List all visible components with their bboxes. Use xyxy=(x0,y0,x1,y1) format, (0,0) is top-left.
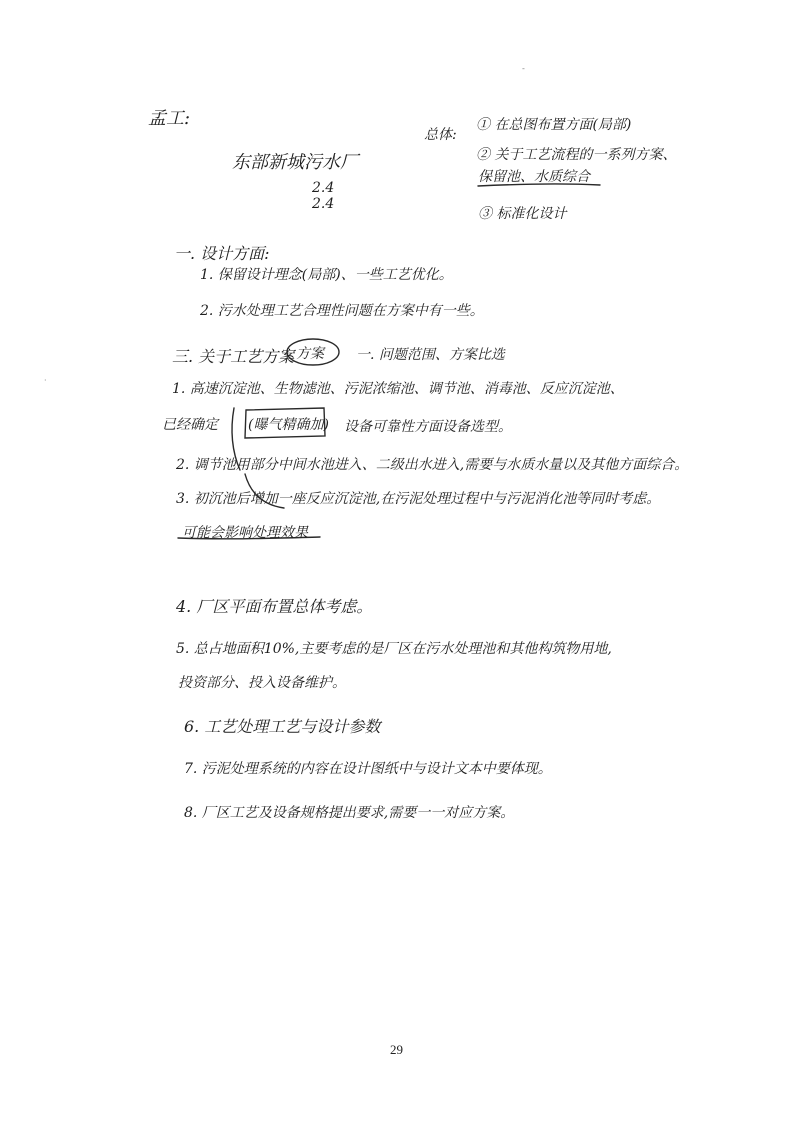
summary-line: ② 关于工艺流程的一系列方案、 xyxy=(476,147,677,163)
boxed-phrase: (曝气精确加) xyxy=(248,417,329,433)
summary-line: 保留池、水质综合 xyxy=(478,169,590,185)
list-item-continuation: 设备可靠性方面设备选型。 xyxy=(344,419,512,435)
list-item: 6. 工艺处理工艺与设计参数 xyxy=(184,717,381,736)
list-item: 8. 厂区工艺及设备规格提出要求,需要一一对应方案。 xyxy=(184,805,515,821)
list-item: 7. 污泥处理系统的内容在设计图纸中与设计文本中要体现。 xyxy=(184,761,552,777)
list-item: 2. 污水处理工艺合理性问题在方案中有一些。 xyxy=(200,303,484,319)
scan-mark: - xyxy=(522,64,525,73)
speaker-name: 孟工: xyxy=(148,108,191,129)
section-heading: 三. 关于工艺方案 xyxy=(172,347,295,366)
date-stamp: 2.4 xyxy=(312,196,335,212)
page-number: 29 xyxy=(390,1042,403,1057)
section-heading: 一. 设计方面: xyxy=(174,244,270,263)
date-stamp: 2.4 xyxy=(312,180,335,196)
summary-line: ③ 标准化设计 xyxy=(478,206,567,222)
list-item: 4. 厂区平面布置总体考虑。 xyxy=(176,597,373,616)
summary-label: 总体: xyxy=(424,127,457,143)
list-item: 5. 总占地面积10%,主要考虑的是厂区在污水处理池和其他构筑物用地, xyxy=(176,641,612,657)
meeting-title: 东部新城污水厂 xyxy=(232,152,358,173)
section-note: 一. 问题范围、方案比选 xyxy=(356,347,505,363)
circled-tag: 方案 xyxy=(296,346,324,362)
list-item-continuation: 投资部分、投入设备维护。 xyxy=(178,675,346,691)
margin-note: 已经确定 xyxy=(162,417,218,433)
list-item: 1. 高速沉淀池、生物滤池、污泥浓缩池、调节池、消毒池、反应沉淀池、 xyxy=(172,381,624,397)
list-item: 2. 调节池用部分中间水池进入、二级出水进入,需要与水质水量以及其他方面综合。 xyxy=(176,457,689,473)
underlined-note: 可能会影响处理效果 xyxy=(182,525,308,541)
list-item: 1. 保留设计理念(局部)、一些工艺优化。 xyxy=(200,267,453,283)
summary-line: ① 在总图布置方面(局部) xyxy=(476,117,632,133)
list-item: 3. 初沉池后增加一座反应沉淀池,在污泥处理过程中与污泥消化池等同时考虑。 xyxy=(176,491,661,507)
scan-mark: · xyxy=(44,376,47,385)
